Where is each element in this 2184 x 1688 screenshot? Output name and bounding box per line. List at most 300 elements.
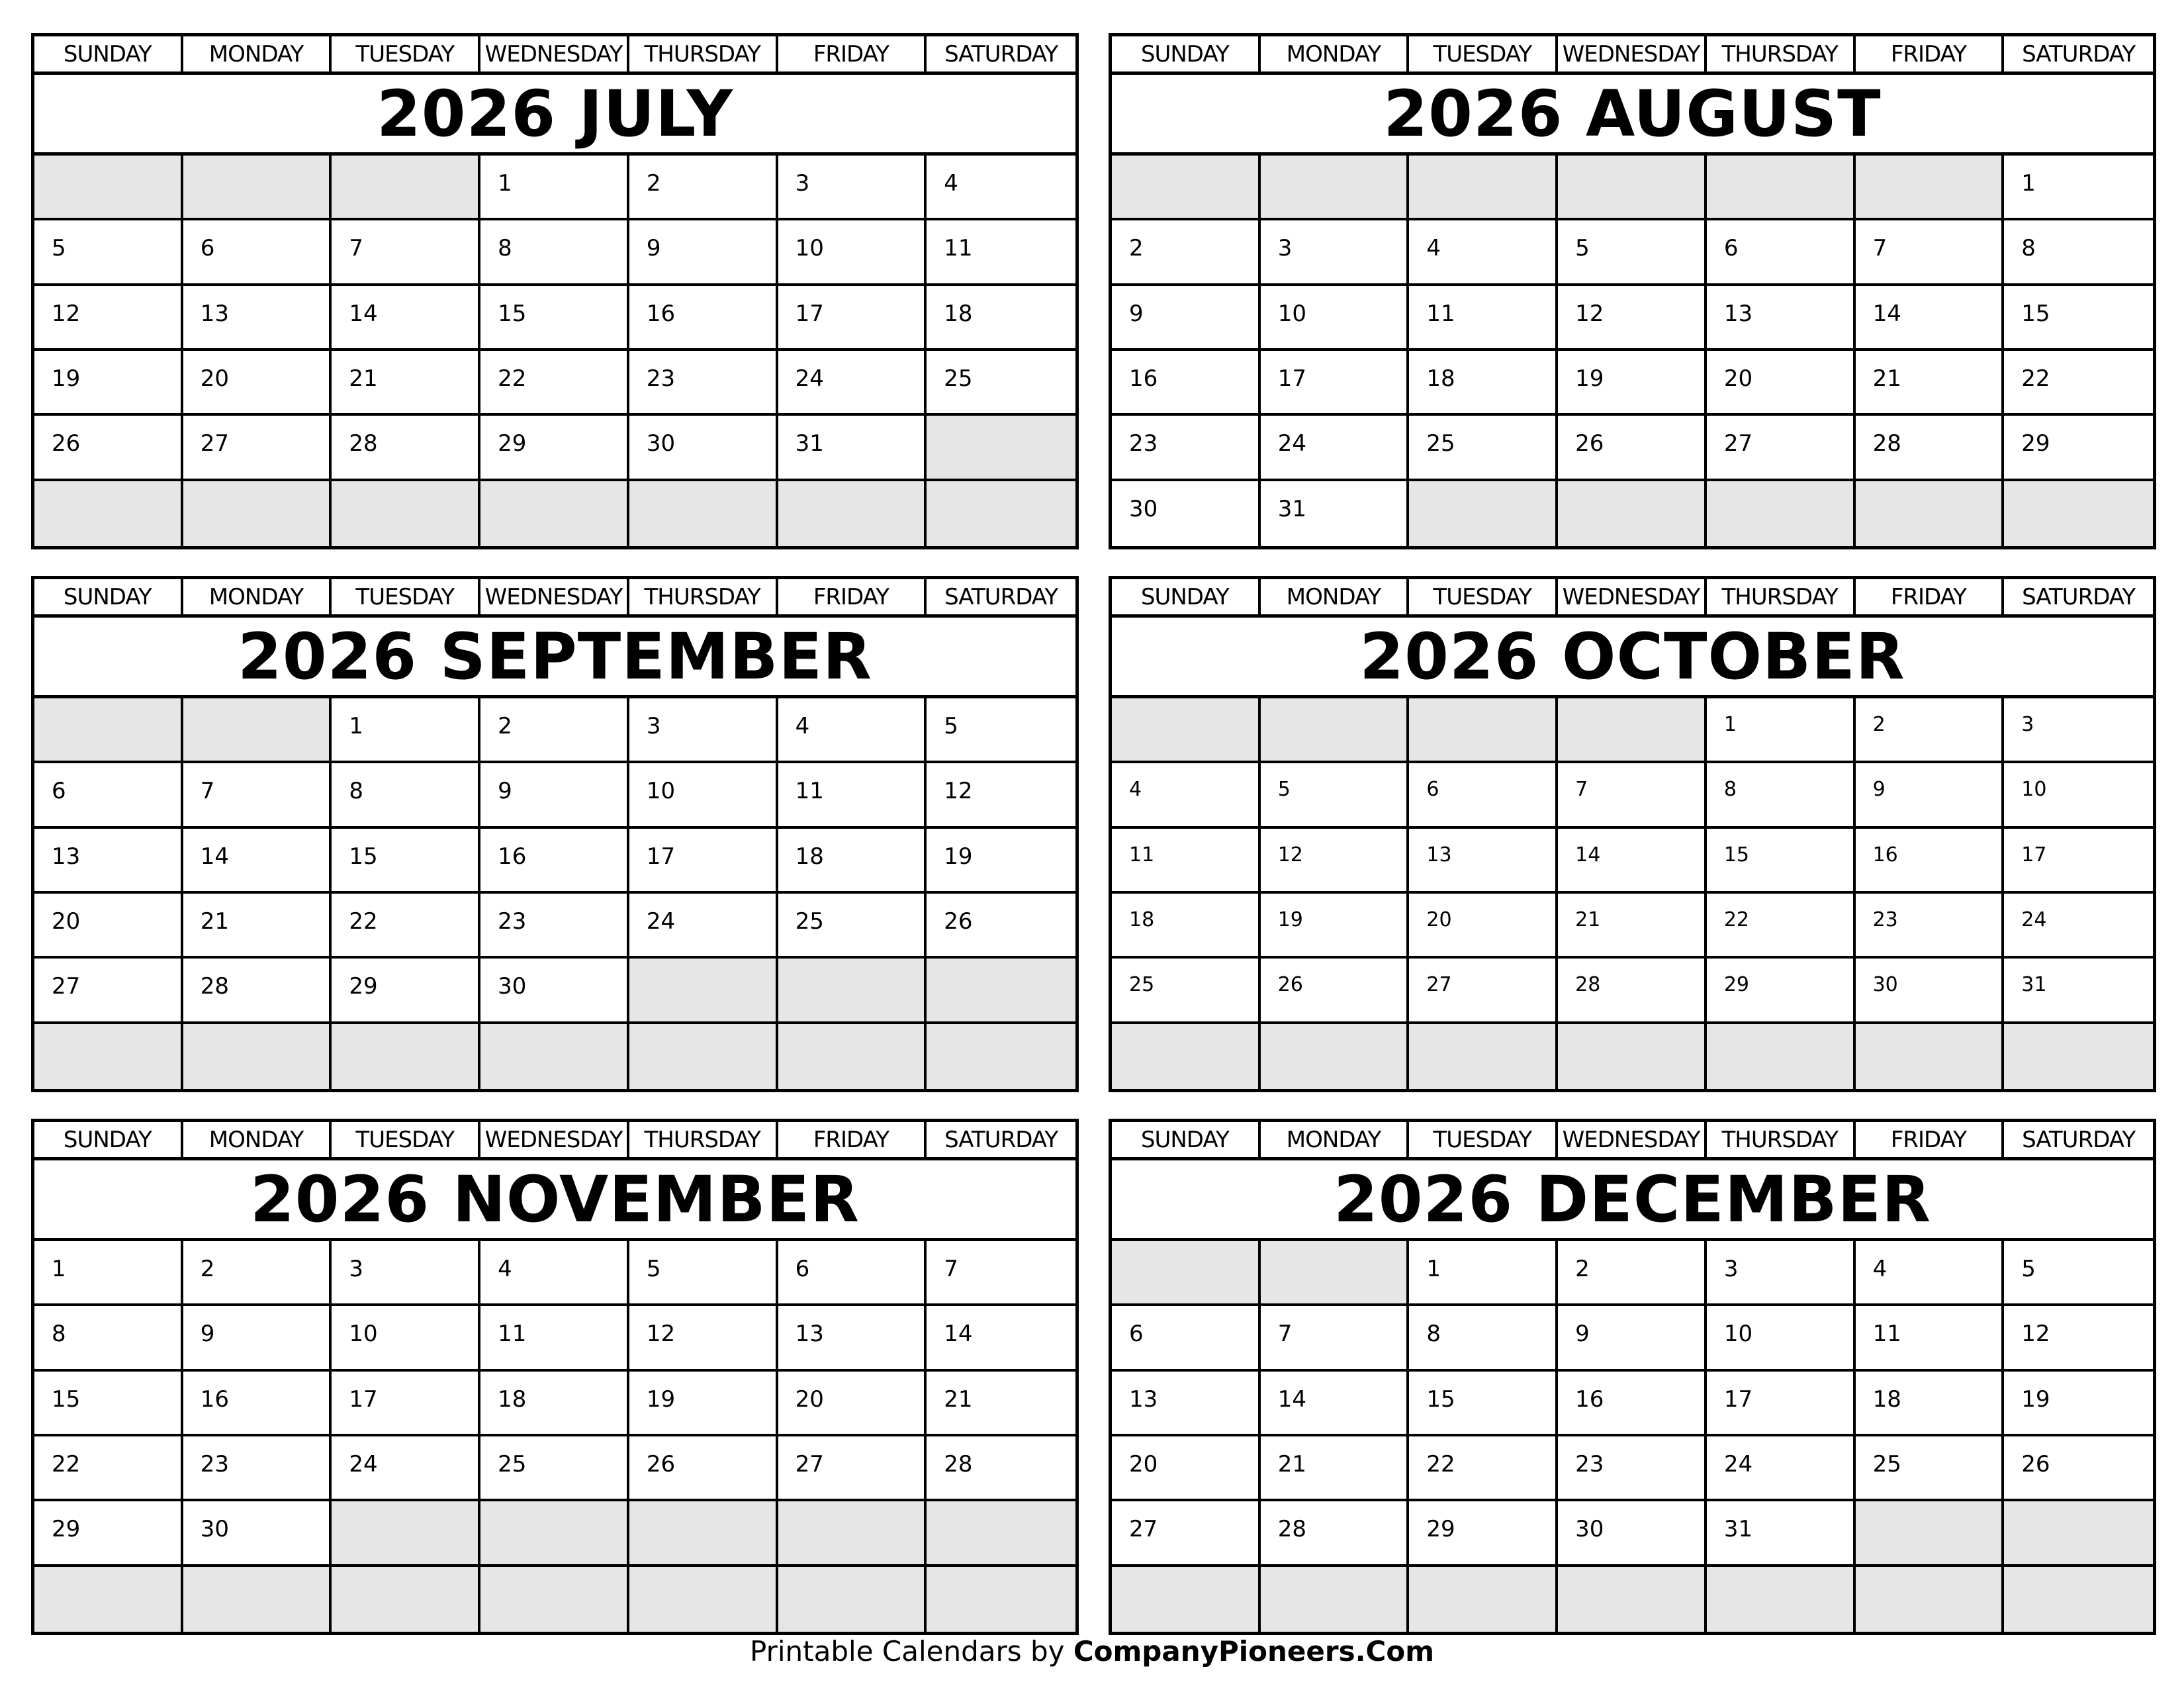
day-cell: 1 [480,156,629,220]
day-cell: 21 [1558,894,1707,959]
day-cell: 7 [1558,763,1707,828]
day-cell: 20 [1409,894,1558,959]
empty-day-cell [629,1567,778,1632]
day-cell: 3 [1707,1241,1856,1306]
day-cell: 25 [1856,1436,2005,1501]
empty-day-cell [34,156,183,220]
day-cell: 13 [1409,829,1558,894]
date-grid [1112,698,2153,1089]
weekday-sunday: SUNDAY [1112,36,1261,71]
empty-day-cell [629,481,778,546]
empty-day-cell [1856,1567,2005,1632]
empty-day-cell [332,1501,480,1566]
empty-day-cell [34,481,183,546]
day-cell: 27 [1707,416,1856,481]
weekday-header-row [1112,36,2153,75]
day-cell: 19 [1558,351,1707,416]
day-cell: 19 [629,1372,778,1436]
day-cell: 18 [927,286,1075,351]
empty-day-cell [183,481,332,546]
weekday-tuesday: TUESDAY [332,36,480,71]
day-cell: 5 [927,698,1075,763]
day-cell: 19 [34,351,183,416]
weekday-wednesday: WEDNESDAY [1558,1122,1707,1157]
day-cell: 3 [629,698,778,763]
day-cell: 30 [480,959,629,1023]
day-cell: 22 [1707,894,1856,959]
day-cell: 27 [183,416,332,481]
date-grid [34,698,1075,1089]
weekday-thursday: THURSDAY [629,579,778,614]
day-cell: 1 [332,698,480,763]
empty-day-cell [1707,1567,1856,1632]
empty-day-cell [1261,698,1410,763]
empty-day-cell [480,1024,629,1089]
day-cell: 16 [1112,351,1261,416]
day-cell: 27 [1112,1501,1261,1566]
day-cell: 25 [1409,416,1558,481]
weekday-tuesday: TUESDAY [332,1122,480,1157]
day-cell: 17 [2004,829,2153,894]
day-cell: 16 [183,1372,332,1436]
day-cell: 11 [1409,286,1558,351]
day-cell: 3 [1261,220,1410,285]
empty-day-cell [183,698,332,763]
weekday-sunday: SUNDAY [34,579,183,614]
empty-day-cell [778,1024,927,1089]
day-cell: 21 [927,1372,1075,1436]
day-cell: 8 [1707,763,1856,828]
day-cell: 2 [629,156,778,220]
day-cell: 2 [480,698,629,763]
day-cell: 21 [1261,1436,1410,1501]
day-cell: 5 [34,220,183,285]
weekday-saturday: SATURDAY [2022,40,2136,68]
day-cell: 9 [1856,763,2005,828]
weekday-friday: FRIDAY [1856,1122,2005,1157]
day-cell: 22 [1409,1436,1558,1501]
empty-day-cell [1409,481,1558,546]
empty-day-cell [2004,1501,2153,1566]
day-cell: 24 [2004,894,2153,959]
day-cell: 20 [1707,351,1856,416]
empty-day-cell [1409,1024,1558,1089]
day-cell: 30 [1856,959,2005,1023]
empty-day-cell [1112,156,1261,220]
empty-day-cell [1558,481,1707,546]
day-cell: 28 [927,1436,1075,1501]
empty-day-cell [480,1567,629,1632]
weekday-wednesday: WEDNESDAY [1558,579,1707,614]
day-cell: 29 [34,1501,183,1566]
empty-day-cell [332,1567,480,1632]
day-cell: 7 [332,220,480,285]
day-cell: 16 [629,286,778,351]
month-title: 2026 OCTOBER [1112,618,2153,698]
day-cell: 18 [480,1372,629,1436]
empty-day-cell [1856,156,2005,220]
day-cell: 10 [332,1306,480,1371]
empty-day-cell [332,156,480,220]
empty-day-cell [1261,1567,1410,1632]
weekday-friday: FRIDAY [1856,579,2005,614]
day-cell: 18 [778,829,927,894]
empty-day-cell [1707,1024,1856,1089]
day-cell: 23 [1558,1436,1707,1501]
day-cell: 4 [480,1241,629,1306]
empty-day-cell [1856,481,2005,546]
weekday-thursday: THURSDAY [1707,36,1856,71]
month-title: 2026 NOVEMBER [34,1160,1075,1241]
day-cell: 4 [1856,1241,2005,1306]
empty-day-cell [927,959,1075,1023]
day-cell: 6 [1409,763,1558,828]
day-cell: 14 [332,286,480,351]
day-cell: 4 [927,156,1075,220]
weekday-saturday: SATURDAY [2022,583,2136,610]
empty-day-cell [1261,1024,1410,1089]
empty-day-cell [34,1567,183,1632]
day-cell: 19 [2004,1372,2153,1436]
day-cell: 8 [480,220,629,285]
day-cell: 15 [480,286,629,351]
day-cell: 25 [1112,959,1261,1023]
day-cell: 26 [629,1436,778,1501]
day-cell: 14 [183,829,332,894]
day-cell: 5 [1558,220,1707,285]
weekday-saturday: SATURDAY [944,1126,1058,1153]
empty-day-cell [1409,1567,1558,1632]
calendar-november [31,1119,1079,1635]
day-cell: 22 [332,894,480,959]
day-cell: 3 [2004,698,2153,763]
weekday-tuesday: TUESDAY [1409,1122,1558,1157]
weekday-monday: MONDAY [1261,1122,1410,1157]
day-cell: 11 [1856,1306,2005,1371]
weekday-monday: MONDAY [1261,579,1410,614]
day-cell: 28 [1261,1501,1410,1566]
day-cell: 12 [629,1306,778,1371]
empty-day-cell [629,1024,778,1089]
day-cell: 19 [927,829,1075,894]
day-cell: 29 [332,959,480,1023]
day-cell: 1 [1409,1241,1558,1306]
day-cell: 29 [480,416,629,481]
day-cell: 8 [2004,220,2153,285]
weekday-saturday: SATURDAY [2022,1126,2136,1153]
day-cell: 9 [1558,1306,1707,1371]
day-cell: 2 [183,1241,332,1306]
day-cell: 17 [332,1372,480,1436]
day-cell: 26 [34,416,183,481]
empty-day-cell [629,959,778,1023]
empty-day-cell [927,1024,1075,1089]
day-cell: 23 [480,894,629,959]
day-cell: 28 [1856,416,2005,481]
day-cell: 31 [1261,481,1410,546]
weekday-saturday: SATURDAY [944,40,1058,68]
day-cell: 15 [1707,829,1856,894]
weekday-saturday: SATURDAY [944,583,1058,610]
day-cell: 2 [1112,220,1261,285]
day-cell: 6 [1112,1306,1261,1371]
empty-day-cell [1112,1024,1261,1089]
calendar-july [31,33,1079,549]
month-title: 2026 JULY [34,75,1075,156]
empty-day-cell [1558,1024,1707,1089]
weekday-wednesday: WEDNESDAY [480,1122,629,1157]
day-cell: 20 [1112,1436,1261,1501]
empty-day-cell [332,481,480,546]
day-cell: 11 [927,220,1075,285]
day-cell: 13 [778,1306,927,1371]
weekday-tuesday: TUESDAY [332,579,480,614]
empty-day-cell [332,1024,480,1089]
month-title: 2026 AUGUST [1112,75,2153,156]
day-cell: 30 [183,1501,332,1566]
day-cell: 1 [1707,698,1856,763]
day-cell: 7 [927,1241,1075,1306]
day-cell: 10 [778,220,927,285]
day-cell: 17 [1707,1372,1856,1436]
weekday-wednesday: WEDNESDAY [480,36,629,71]
weekday-friday: FRIDAY [778,1122,927,1157]
day-cell: 22 [34,1436,183,1501]
empty-day-cell [183,1567,332,1632]
day-cell: 26 [927,894,1075,959]
day-cell: 28 [1558,959,1707,1023]
weekday-header-row [1112,1122,2153,1160]
date-grid [1112,156,2153,546]
day-cell: 31 [778,416,927,481]
day-cell: 22 [480,351,629,416]
day-cell: 24 [629,894,778,959]
day-cell: 4 [778,698,927,763]
day-cell: 9 [480,763,629,828]
day-cell: 29 [2004,416,2153,481]
empty-day-cell [1409,156,1558,220]
empty-day-cell [778,1501,927,1566]
day-cell: 9 [1112,286,1261,351]
weekday-monday: MONDAY [183,1122,332,1157]
day-cell: 15 [1409,1372,1558,1436]
empty-day-cell [927,481,1075,546]
weekday-sunday: SUNDAY [34,1122,183,1157]
empty-day-cell [1558,1567,1707,1632]
day-cell: 5 [2004,1241,2153,1306]
day-cell: 31 [2004,959,2153,1023]
day-cell: 12 [1558,286,1707,351]
day-cell: 17 [778,286,927,351]
day-cell: 12 [2004,1306,2153,1371]
empty-day-cell [1261,156,1410,220]
day-cell: 4 [1409,220,1558,285]
empty-day-cell [34,1024,183,1089]
day-cell: 24 [778,351,927,416]
calendar-december [1109,1119,2156,1635]
day-cell: 26 [1261,959,1410,1023]
footer-prefix: Printable Calendars by [750,1635,1073,1667]
calendar-august [1109,33,2156,549]
weekday-wednesday: WEDNESDAY [1558,36,1707,71]
weekday-header-row [34,36,1075,75]
empty-day-cell [927,1567,1075,1632]
date-grid [34,156,1075,546]
empty-day-cell [1112,698,1261,763]
day-cell: 29 [1707,959,1856,1023]
day-cell: 1 [2004,156,2153,220]
empty-day-cell [480,1501,629,1566]
day-cell: 15 [332,829,480,894]
day-cell: 30 [629,416,778,481]
day-cell: 13 [1707,286,1856,351]
day-cell: 15 [34,1372,183,1436]
weekday-header-row [34,579,1075,618]
calendar-october [1109,576,2156,1092]
day-cell: 13 [34,829,183,894]
day-cell: 21 [183,894,332,959]
day-cell: 1 [34,1241,183,1306]
day-cell: 12 [1261,829,1410,894]
day-cell: 26 [2004,1436,2153,1501]
day-cell: 12 [34,286,183,351]
empty-day-cell [1856,1501,2005,1566]
day-cell: 23 [183,1436,332,1501]
day-cell: 5 [629,1241,778,1306]
day-cell: 30 [1558,1501,1707,1566]
empty-day-cell [927,416,1075,481]
weekday-sunday: SUNDAY [34,36,183,71]
day-cell: 12 [927,763,1075,828]
day-cell: 20 [34,894,183,959]
day-cell: 10 [1707,1306,1856,1371]
day-cell: 19 [1261,894,1410,959]
day-cell: 16 [1558,1372,1707,1436]
day-cell: 6 [34,763,183,828]
empty-day-cell [1558,156,1707,220]
empty-day-cell [183,1024,332,1089]
day-cell: 22 [2004,351,2153,416]
empty-day-cell [2004,1024,2153,1089]
day-cell: 26 [1558,416,1707,481]
day-cell: 17 [629,829,778,894]
day-cell: 9 [183,1306,332,1371]
weekday-header-row [34,1122,1075,1160]
day-cell: 31 [1707,1501,1856,1566]
day-cell: 11 [480,1306,629,1371]
day-cell: 23 [1112,416,1261,481]
month-title: 2026 DECEMBER [1112,1160,2153,1241]
weekday-friday: FRIDAY [778,579,927,614]
day-cell: 18 [1856,1372,2005,1436]
weekday-thursday: THURSDAY [629,36,778,71]
empty-day-cell [1112,1567,1261,1632]
empty-day-cell [34,698,183,763]
day-cell: 23 [629,351,778,416]
day-cell: 13 [183,286,332,351]
weekday-tuesday: TUESDAY [1409,579,1558,614]
day-cell: 25 [480,1436,629,1501]
empty-day-cell [778,1567,927,1632]
day-cell: 29 [1409,1501,1558,1566]
empty-day-cell [1409,698,1558,763]
day-cell: 6 [778,1241,927,1306]
month-title: 2026 SEPTEMBER [34,618,1075,698]
weekday-friday: FRIDAY [1856,36,2005,71]
date-grid [1112,1241,2153,1632]
day-cell: 14 [1856,286,2005,351]
day-cell: 27 [778,1436,927,1501]
day-cell: 16 [1856,829,2005,894]
day-cell: 16 [480,829,629,894]
empty-day-cell [1707,481,1856,546]
day-cell: 9 [629,220,778,285]
day-cell: 17 [1261,351,1410,416]
empty-day-cell [2004,1567,2153,1632]
day-cell: 20 [183,351,332,416]
day-cell: 27 [1409,959,1558,1023]
date-grid [34,1241,1075,1632]
day-cell: 15 [2004,286,2153,351]
day-cell: 18 [1409,351,1558,416]
day-cell: 28 [332,416,480,481]
day-cell: 30 [1112,481,1261,546]
weekday-monday: MONDAY [183,579,332,614]
day-cell: 3 [778,156,927,220]
weekday-wednesday: WEDNESDAY [480,579,629,614]
day-cell: 7 [1261,1306,1410,1371]
day-cell: 14 [1558,829,1707,894]
weekday-monday: MONDAY [1261,36,1410,71]
weekday-friday: FRIDAY [778,36,927,71]
weekday-thursday: THURSDAY [629,1122,778,1157]
day-cell: 3 [332,1241,480,1306]
day-cell: 20 [778,1372,927,1436]
day-cell: 7 [183,763,332,828]
day-cell: 7 [1856,220,2005,285]
weekday-sunday: SUNDAY [1112,1122,1261,1157]
day-cell: 5 [1261,763,1410,828]
day-cell: 18 [1112,894,1261,959]
empty-day-cell [778,959,927,1023]
weekday-tuesday: TUESDAY [1409,36,1558,71]
empty-day-cell [1558,698,1707,763]
day-cell: 6 [1707,220,1856,285]
footer-credit [0,1635,2184,1675]
day-cell: 10 [2004,763,2153,828]
weekday-header-row [1112,579,2153,618]
day-cell: 13 [1112,1372,1261,1436]
empty-day-cell [2004,481,2153,546]
day-cell: 23 [1856,894,2005,959]
day-cell: 25 [927,351,1075,416]
day-cell: 8 [1409,1306,1558,1371]
empty-day-cell [778,481,927,546]
weekday-thursday: THURSDAY [1707,579,1856,614]
day-cell: 10 [629,763,778,828]
empty-day-cell [183,156,332,220]
empty-day-cell [1707,156,1856,220]
day-cell: 6 [183,220,332,285]
calendar-september [31,576,1079,1092]
day-cell: 21 [332,351,480,416]
empty-day-cell [1261,1241,1410,1306]
empty-day-cell [1112,1241,1261,1306]
footer-brand: CompanyPioneers.Com [1073,1635,1434,1667]
empty-day-cell [1856,1024,2005,1089]
day-cell: 2 [1856,698,2005,763]
day-cell: 24 [1261,416,1410,481]
